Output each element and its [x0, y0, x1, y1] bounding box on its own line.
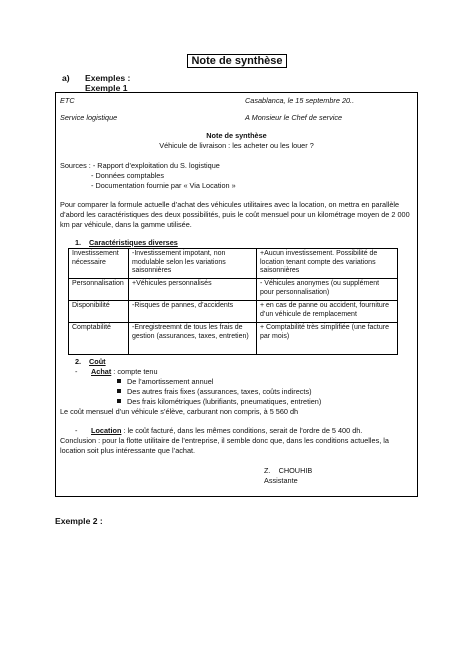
achat-bullet: -: [75, 367, 78, 376]
table-cell: Investissement nécessaire: [69, 249, 129, 279]
table-row: [69, 301, 398, 323]
achat-line: [91, 367, 158, 377]
section-1-title: Caractéristiques diverses: [89, 238, 178, 247]
characteristics-table: [68, 248, 398, 355]
table-cell: -Investissement impotant, non modulable selon les variations saisonnières: [129, 249, 257, 279]
section-a-title: Exemples :: [85, 73, 131, 83]
location-rest: : le coût facturé, dans les mêmes conditions, serait de l’ordre de 5 400 dh.: [121, 426, 363, 435]
table-cell: +Véhicules personnalisés: [129, 279, 257, 301]
achat-item: Des frais kilométriques (lubrifiants, pneumatiques, entretien): [117, 397, 321, 407]
table-cell: Personnalisation: [69, 279, 129, 301]
table-cell: Comptabilité: [69, 323, 129, 355]
section-2-number: 2.: [75, 357, 82, 366]
intro-line: Pour comparer la formule actuelle d’achat des véhicules utilitaires avec la location, on mettra en parallèle: [60, 200, 400, 209]
signature-role: Assistante: [264, 476, 298, 485]
location-bullet: -: [75, 426, 78, 435]
square-bullet-icon: [117, 389, 121, 393]
conclusion-line: Conclusion : pour la flotte utilitaire de l’entreprise, il semble donc que, dans les conditions actuelles, la: [60, 436, 389, 445]
square-bullet-icon: [117, 379, 121, 383]
section-a-label: a): [62, 73, 70, 83]
table-cell: +Aucun investissement. Possibilité de location tenant compte des variations saisonnières: [257, 249, 398, 279]
section-1-number: 1.: [75, 238, 82, 247]
table-cell: + en cas de panne ou accident, fourniture d’un véhicule de remplacement: [257, 301, 398, 323]
memo-from-org: ETC: [60, 96, 75, 105]
location-label: Location: [91, 426, 122, 435]
table-cell: -Enregistreemnt de tous les frais de gestion (assurances, taxes, entretien): [129, 323, 257, 355]
location-line: [91, 426, 362, 436]
table-cell: + Comptabilité très simplifiée (une facture par mois): [257, 323, 398, 355]
sources-line: - Documentation fournie par « Via Location »: [91, 181, 236, 190]
memo-from-dept: Service logistique: [60, 113, 118, 122]
memo-recipient: A Monsieur le Chef de service: [245, 113, 343, 122]
sources-line: - Données comptables: [91, 171, 165, 180]
example-1-heading: Exemple 1: [85, 83, 128, 93]
section-2-title: Coût: [89, 357, 106, 366]
memo-heading: Note de synthèse: [206, 131, 267, 140]
table-cell: -Risques de pannes, d’accidents: [129, 301, 257, 323]
example-2-heading: Exemple 2 :: [55, 516, 103, 526]
achat-item: Des autres frais fixes (assurances, taxes, coûts indirects): [117, 387, 312, 397]
table-row: [69, 279, 398, 301]
achat-item: De l’amortissement annuel: [117, 377, 213, 387]
table-cell: Disponibilité: [69, 301, 129, 323]
intro-line: d’abord les caractéristiques des deux possibilités, puis le coût mensuel pour un kilométrage moyen de 2 000: [60, 210, 410, 219]
achat-cost: Le coût mensuel d’un véhicule s’élève, carburant non compris, à 5 560 dh: [60, 407, 299, 416]
achat-rest: : compte tenu: [111, 367, 158, 376]
table-row: [69, 323, 398, 355]
signature-name: Z. CHOUHIB: [264, 466, 313, 475]
memo-subject: Véhicule de livraison : les acheter ou les louer ?: [159, 141, 314, 150]
table-row: [69, 249, 398, 279]
square-bullet-icon: [117, 399, 121, 403]
page-title: Note de synthèse: [0, 55, 474, 67]
sources-line: Sources : - Rapport d’exploitation du S. logistique: [60, 161, 220, 170]
intro-line: km par véhicule, dans la gamme utilisée.: [60, 220, 192, 229]
conclusion-line: location soit plus intéressante que l’achat.: [60, 446, 196, 455]
table-cell: - Véhicules anonymes (ou supplément pour personnalisation): [257, 279, 398, 301]
memo-place-date: Casablanca, le 15 septembre 20..: [245, 96, 355, 105]
achat-label: Achat: [91, 367, 112, 376]
